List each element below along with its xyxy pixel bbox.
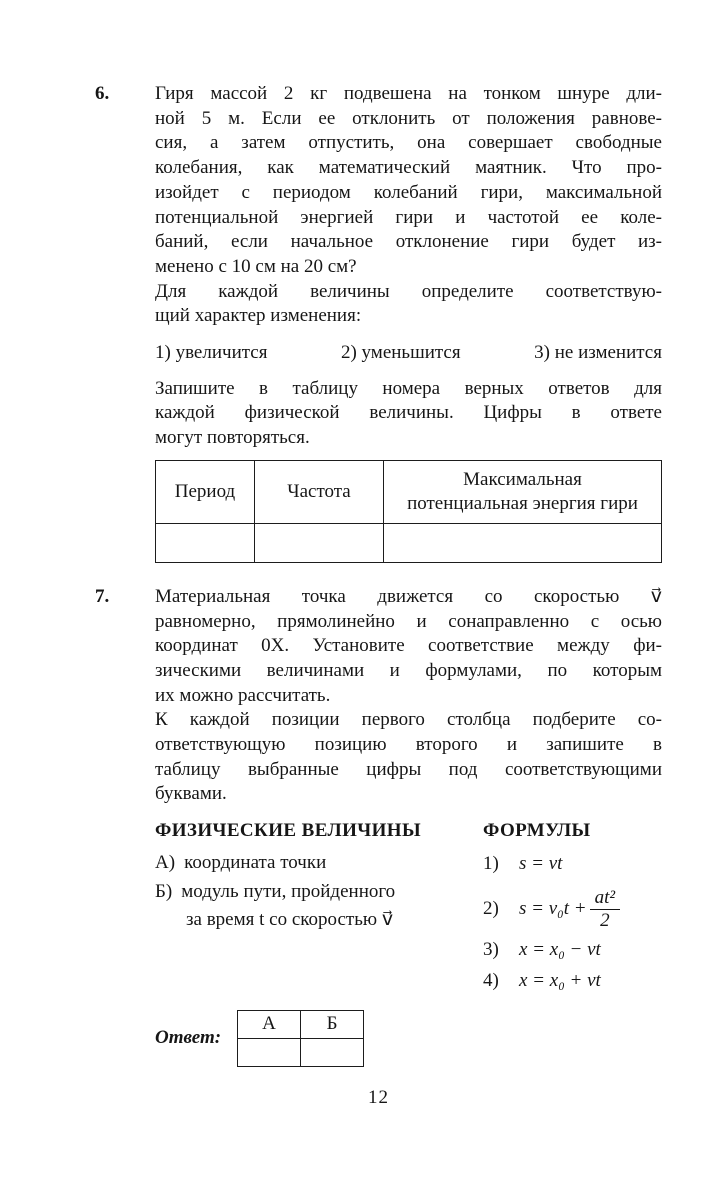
problem-6-number: 6. (95, 83, 110, 104)
problem-6-table-instruction (155, 377, 662, 451)
text-line: ной 5 м. Если ее отклонить от положения равнове- (155, 107, 662, 129)
formulas-column (455, 819, 662, 994)
quantity-item-b-continued: за время t со скоростью v⃗ (186, 909, 394, 931)
answer-cell-energy (384, 523, 662, 562)
table-header-row (156, 460, 662, 523)
header-line: Максимальная (463, 468, 582, 490)
problem-6-statement (155, 82, 662, 280)
option-unchanged: 3) не изменится (534, 342, 662, 364)
text-line: ответствующую позицию второго и запишите в (155, 734, 662, 756)
quantity-item-b (155, 880, 455, 905)
answer-cell-a (238, 1038, 301, 1066)
table-header-period: Период (156, 460, 255, 523)
formula-expression: s = vt (519, 852, 563, 874)
matching-columns (155, 819, 662, 994)
physical-quantities-heading: ФИЗИЧЕСКИЕ ВЕЛИЧИНЫ (155, 820, 422, 842)
answer-cell-period (156, 523, 255, 562)
item-text: модуль пути, пройденного (181, 880, 396, 902)
answer-table-header-row (238, 1010, 364, 1038)
text-line: менено с 10 см на 20 см? (155, 255, 357, 277)
text-line: координат 0X. Установите соответствие между фи- (155, 635, 662, 657)
text-line: Материальная точка движется со скоростью v⃗ (155, 585, 662, 607)
table-answer-row (156, 523, 662, 562)
answer-table-input-row (238, 1038, 364, 1066)
text-line: баний, если начальное отклонение гири будет из- (155, 231, 662, 253)
answer-cell-b (301, 1038, 364, 1066)
answer-header-a: А (238, 1010, 301, 1038)
text-line: сия, а затем отпустить, она совершает свободные (155, 132, 662, 154)
formula-expression: s = v₀t + (519, 898, 587, 920)
problem-6-instruction (155, 280, 662, 329)
item-label: Б) (155, 880, 173, 902)
option-decrease: 2) уменьшится (340, 342, 461, 364)
table-header-frequency: Частота (255, 460, 384, 523)
answer-label: Ответ: (155, 1027, 222, 1049)
text-line: потенциальной энергией гири и частотой ее коле- (155, 206, 662, 228)
formula-3 (483, 937, 662, 963)
problem-7-instruction (155, 708, 662, 807)
text-line: Гиря массой 2 кг подвешена на тонком шнуре дли- (155, 83, 662, 104)
formula-number: 3) (483, 938, 499, 960)
text-line: равномерно, прямолинейно и сонаправленно с осью (155, 610, 662, 632)
item-label: А) (155, 851, 176, 873)
problem-7-answer-table (237, 1010, 364, 1067)
text-line: изойдет с периодом колебаний гири, максимальной (155, 181, 662, 203)
fraction (590, 887, 620, 932)
formula-expression: x = x₀ − vt (519, 938, 601, 960)
text-line: колебания, как математический маятник. Что про- (155, 157, 662, 179)
answer-header-b: Б (301, 1010, 364, 1038)
option-increase: 1) увеличится (155, 342, 268, 364)
answer-cell-frequency (255, 523, 384, 562)
item-text: координата точки (184, 851, 327, 873)
physical-quantities-column (155, 819, 455, 994)
text-line: могут повторяться. (155, 427, 310, 449)
formula-number: 2) (483, 898, 499, 920)
formula-number: 1) (483, 852, 499, 874)
text-line: каждой физической величины. Цифры в ответе (155, 402, 662, 424)
text-line: К каждой позиции первого столбца подберите со- (155, 709, 662, 731)
text-line: Запишите в таблицу номера верных ответов для (155, 377, 662, 399)
answer-options (155, 341, 662, 366)
text-line: Для каждой величины определите соответствую- (155, 280, 662, 302)
problem-7-statement (155, 585, 662, 709)
problem-6 (95, 82, 662, 563)
fraction-numerator: at² (590, 887, 620, 910)
problem-7-number: 7. (95, 585, 110, 607)
quantity-item-a (155, 851, 455, 876)
problem-7-body (155, 585, 662, 1067)
formulas-heading: ФОРМУЛЫ (483, 820, 591, 842)
problem-7 (95, 585, 662, 1067)
formula-4 (483, 968, 662, 994)
text-line: щий характер изменения: (155, 305, 362, 327)
fraction-denominator: 2 (600, 909, 610, 931)
text-line: таблицу выбранные цифры под соответствующими (155, 758, 662, 780)
page-number: 12 (368, 1086, 389, 1108)
formula-number: 4) (483, 969, 499, 991)
problem-6-answer-table (155, 460, 662, 563)
formula-expression: x = x₀ + vt (519, 969, 601, 991)
table-header-max-potential-energy (384, 460, 662, 523)
header-line: потенциальная энергия гири (407, 492, 638, 514)
problem-6-body (155, 82, 662, 563)
text-line: буквами. (155, 783, 227, 805)
answer-section (155, 1010, 662, 1067)
formula-1 (483, 851, 662, 877)
text-line: зическими величинами и формулами, по которым (155, 659, 662, 681)
formula-2 (483, 887, 662, 932)
text-line: их можно рассчитать. (155, 684, 331, 706)
